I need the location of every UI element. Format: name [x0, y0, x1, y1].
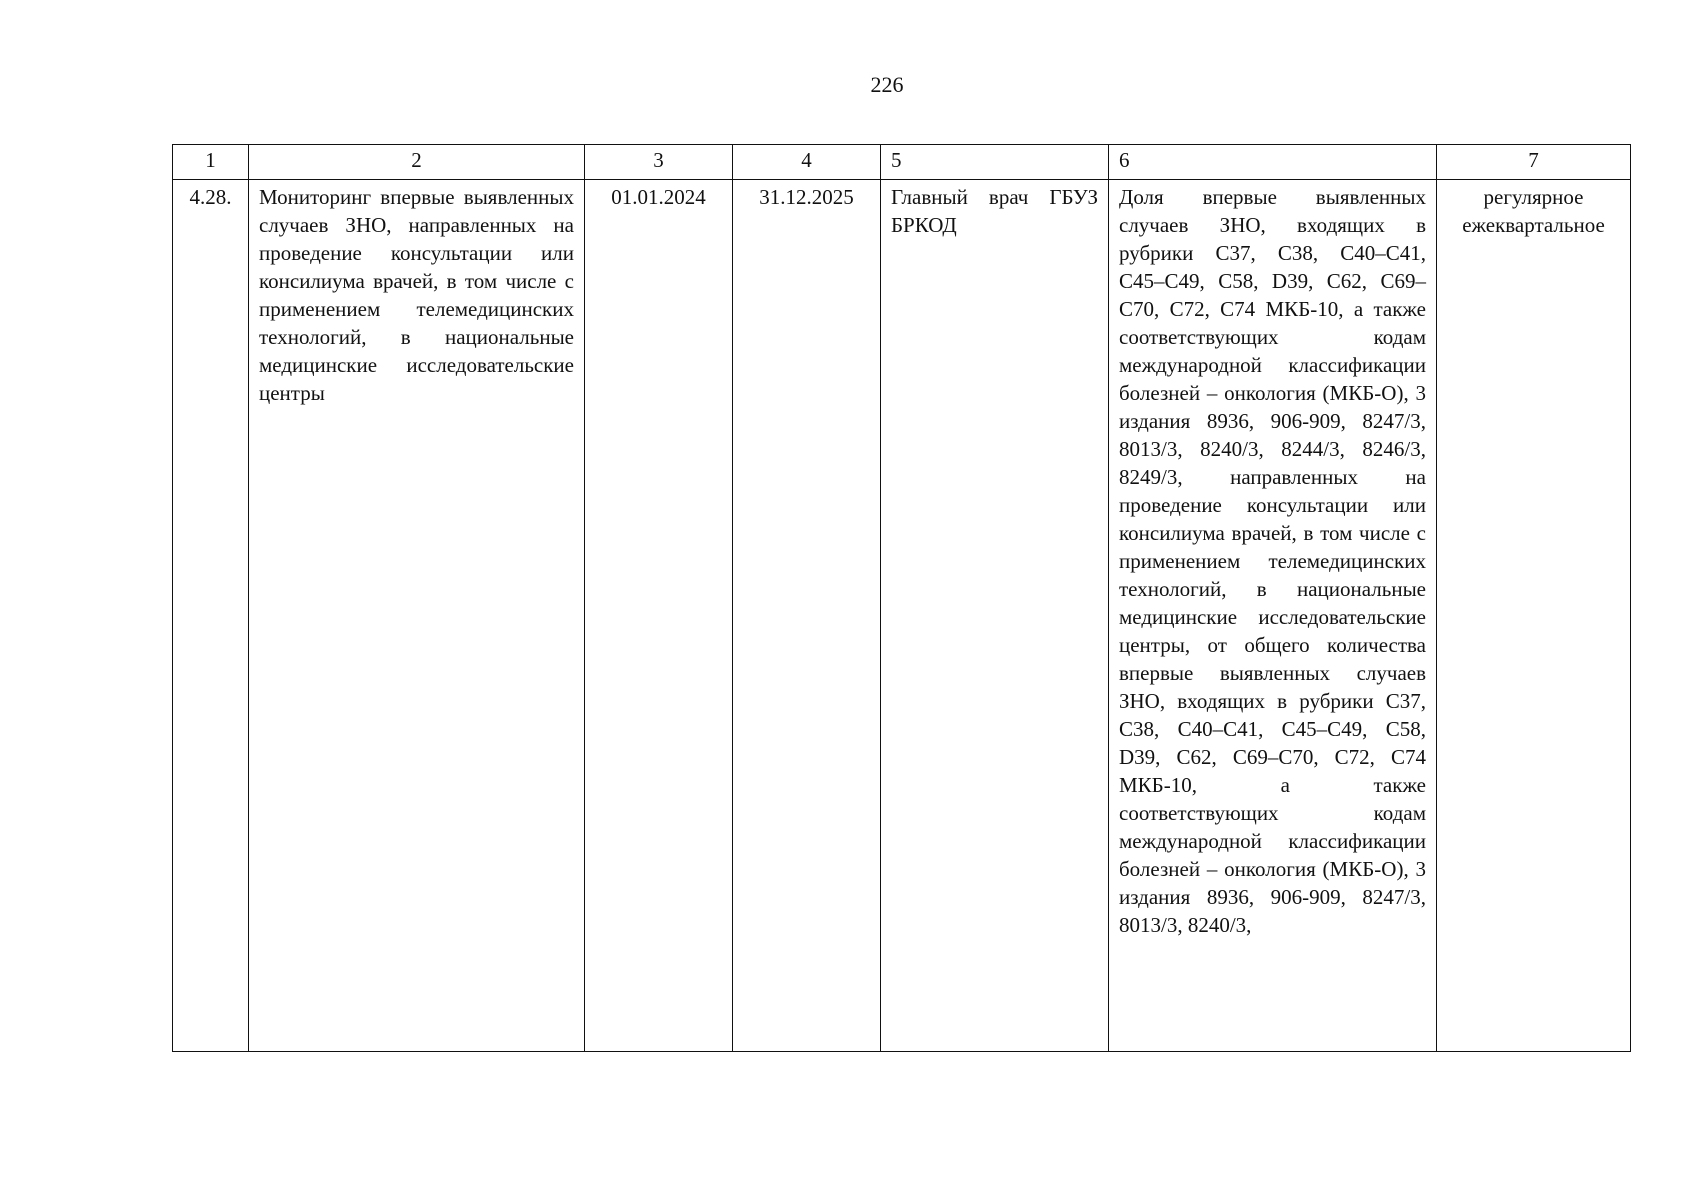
- column-header-6: 6: [1109, 145, 1437, 180]
- end-date-cell: [733, 180, 881, 1052]
- reporting-frequency: регулярное ежеквартальное: [1462, 185, 1605, 237]
- column-header-3: 3: [585, 145, 733, 180]
- column-header-7: 7: [1437, 145, 1631, 180]
- column-header-1: 1: [173, 145, 249, 180]
- indicator-cell: [1109, 180, 1437, 1052]
- start-date: 01.01.2024: [611, 185, 706, 209]
- column-header-4: 4: [733, 145, 881, 180]
- end-date: 31.12.2025: [759, 185, 854, 209]
- description-cell: [249, 180, 585, 1052]
- table-row: [173, 180, 1631, 1052]
- start-date-cell: [585, 180, 733, 1052]
- row-number: 4.28.: [189, 185, 232, 209]
- header-row: [173, 145, 1631, 180]
- indicator-text: Доля впервые выявленных случаев ЗНО, входящих в рубрики C37, C38, C40–C41, C45–C49, C58, D39, C62, C69–C70, C72, C74 МКБ-10, а также соответствующих кодам международной классификации болезней – онкология (МКБ-О), 3 издания 8936, 906-909, 8247/3, 8013/3, 8240/3, 8244/3, 8246/3, 8249/3, направленных на проведение консультации или консилиума врачей, в том числе с применением телемедицинских технологий, в национальные медицинские исследовательские центры, от общего количества впервые выявленных случаев ЗНО, входящих в рубрики C37, C38, C40–C41, C45–C49, C58, D39, C62, C69–C70, C72, C74 МКБ-10, а также соответствующих кодам международной классификации болезней – онкология (МКБ-О), 3 издания 8936, 906-909, 8247/3, 8013/3, 8240/3,: [1119, 185, 1426, 937]
- row-number-cell: [173, 180, 249, 1052]
- frequency-cell: [1437, 180, 1631, 1052]
- measure-description: Мониторинг впервые выявленных случаев ЗНО, направленных на проведение консультации или консилиума врачей, в том числе с применением телемедицинских технологий, в национальные медицинские исследовательские центры: [259, 185, 574, 405]
- column-header-2: 2: [249, 145, 585, 180]
- page-number: 226: [870, 72, 904, 97]
- column-header-5: 5: [881, 145, 1109, 180]
- responsible-person: Главный врач ГБУЗ БРКОД: [891, 185, 1098, 237]
- responsible-cell: [881, 180, 1109, 1052]
- measures-table: [172, 144, 1631, 1052]
